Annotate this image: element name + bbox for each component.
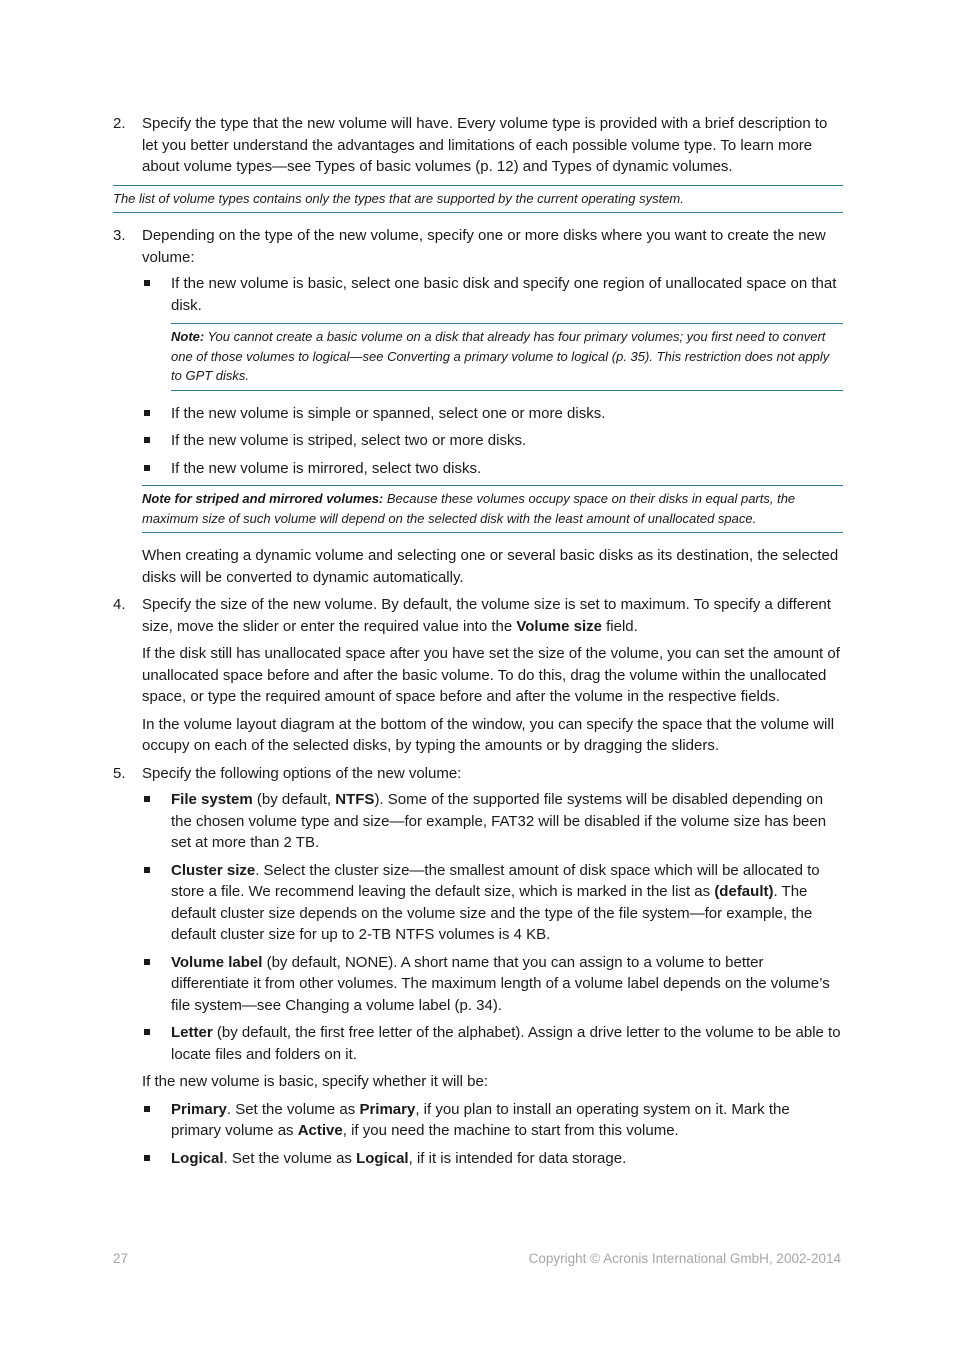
step-2 (113, 113, 843, 178)
page-content (113, 113, 843, 1175)
step-text: Depending on the type of the new volume, specify one or more disks where you want to create the new volume: (142, 227, 826, 266)
term-letter: Letter (171, 1024, 213, 1041)
bullet-cluster-size (142, 860, 843, 946)
note-volume-types: The list of volume types contains only the types that are supported by the current operating system. (113, 185, 843, 214)
note-text: Because these volumes occupy space on their disks in equal parts, the maximum size of such volume will depend on the selected disk with the least amount of unallocated space. (142, 491, 796, 526)
bullet-text: . Select the cluster size—the smallest amount of disk space which will be allocated to store a file. We recommend leaving the default size, which is marked in the list as (171, 861, 820, 900)
bullet-text: (by default, (252, 791, 336, 808)
step-text: Specify the following options of the new volume: (142, 764, 462, 782)
note-label: Note: (171, 329, 205, 344)
step-text: Specify the size of the new volume. By default, the volume size is set to maximum. To specify a different size, move the slider or enter the required value into the (142, 596, 831, 635)
bullet-text: . Set the volume as (223, 1149, 357, 1167)
basic-volume-intro: If the new volume is basic, specify whether it will be: (142, 1073, 488, 1090)
step-4 (113, 594, 843, 637)
bullet-simple-spanned: If the new volume is simple or spanned, select one or more disks. (142, 403, 843, 425)
step-number: 5. (113, 764, 126, 782)
copyright-text: Copyright © Acronis International GmbH, 2002-2014 (528, 1251, 841, 1266)
bullet-text: , if you plan to install an operating system on it. Mark the primary volume as (171, 1100, 790, 1139)
bullet-text: (by default, the first free letter of the alphabet). Assign a drive letter to the volume to be able to locate files and folders on it. (171, 1024, 841, 1063)
note-striped-mirrored (142, 485, 843, 533)
note-basic-volume (171, 323, 843, 391)
bullet-striped: If the new volume is striped, select two or more disks. (142, 430, 843, 452)
term-primary: Primary (171, 1100, 227, 1118)
step-text: Specify the type that the new volume will have. Every volume type is provided with a brief description to let you better understand the advantages and limitations of each possible volume type. To learn more about volume types—see Types of basic volumes (p. 12) and Types of dynamic volumes. (142, 115, 828, 175)
step-3 (113, 225, 843, 479)
bullet-text: . Set the volume as (226, 1100, 360, 1118)
term-logical: Logical (171, 1149, 224, 1167)
note-text: You cannot create a basic volume on a disk that already has four primary volumes; you first need to convert one of those volumes to logical—see Converting a primary volume to logical (p. 35). This restriction does not apply to GPT disks. (171, 329, 830, 383)
term-file-system: File system (171, 791, 253, 808)
page-number: 27 (113, 1251, 129, 1266)
step-number: 3. (113, 227, 126, 244)
dynamic-conversion-paragraph: When creating a dynamic volume and selecting one or several basic disks as its destination, the selected disks will be converted to dynamic automatically. (142, 547, 839, 586)
layout-diagram-paragraph: In the volume layout diagram at the bottom of the window, you can specify the space that the volume will occupy on each of the selected disks, by typing the amounts or by dragging the sliders. (142, 715, 835, 754)
step-number: 4. (113, 596, 126, 613)
term-logical-inline: Logical (356, 1149, 409, 1167)
step-number: 2. (113, 115, 126, 132)
bullet-primary (142, 1099, 843, 1142)
step-5 (113, 763, 843, 1170)
term-active: Active (297, 1122, 343, 1139)
bullet-text: , if it is intended for data storage. (408, 1149, 627, 1167)
step-text-end: field. (601, 617, 638, 635)
bullet-logical (142, 1148, 843, 1170)
bullet-text: (by default, NONE). A short name that you can assign to a volume to better differentiate it from other volumes. The maximum length of a volume label depends on the volume’s file system—see Changing a volume label (p. 34). (171, 953, 830, 1014)
term-volume-label: Volume label (171, 953, 263, 971)
bullet-letter (142, 1022, 843, 1065)
bullet-volume-label (142, 952, 843, 1017)
term-default: (default) (714, 883, 774, 900)
term-ntfs: NTFS (335, 791, 375, 808)
bullet-file-system (142, 789, 843, 854)
volume-size-term: Volume size (516, 617, 602, 635)
bullet-text: , if you need the machine to start from this volume. (342, 1122, 679, 1139)
term-primary-inline: Primary (359, 1100, 416, 1118)
bullet-text: . The default cluster size depends on the volume size and the type of the file system—for example, the default cluster size for up to 2-TB NTFS volumes is 4 KB. (171, 883, 813, 943)
unallocated-space-paragraph: If the disk still has unallocated space after you have set the size of the volume, you can set the amount of unallocated space before and after the basic volume. To do this, drag the volume within the unallocated space, or type the required amount of space before and after the volume in the respective fields. (142, 645, 840, 705)
note-label: Note for striped and mirrored volumes: (142, 491, 384, 506)
bullet-mirrored: If the new volume is mirrored, select two disks. (142, 458, 843, 480)
bullet-basic-volume: If the new volume is basic, select one basic disk and specify one region of unallocated space on that disk. (142, 273, 843, 316)
bullet-text: ). Some of the supported file systems will be disabled depending on the chosen volume type and size—for example, FAT32 will be disabled if the volume size has been set at more than 2 TB. (171, 791, 827, 851)
term-cluster-size: Cluster size (171, 861, 256, 879)
